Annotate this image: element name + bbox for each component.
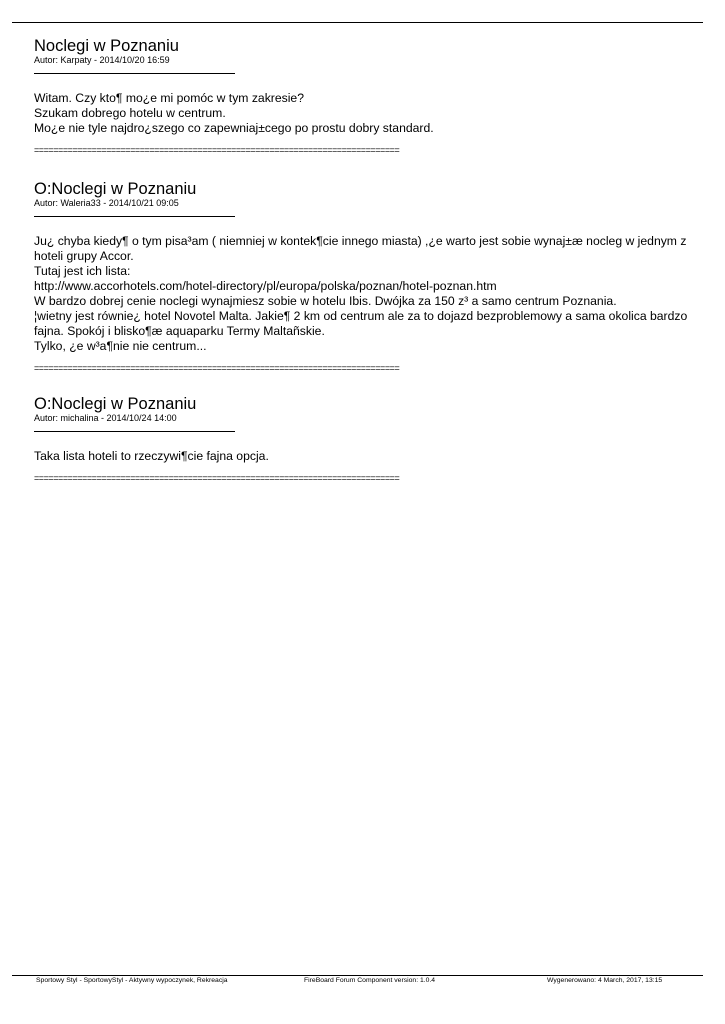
post-title: Noclegi w Poznaniu	[34, 37, 179, 55]
post-body-link[interactable]: http://www.accorhotels.com/hotel-directory/pl/europa/polska/poznan/hotel-poznan.htm	[34, 279, 497, 293]
forum-post	[34, 395, 694, 483]
post-body-line: Szukam dobrego hotelu w centrum.	[34, 106, 226, 120]
post-author-meta: Autor: Waleria33 - 2014/10/21 09:05	[34, 198, 179, 208]
post-body-line: ¦wietny jest równie¿ hotel Novotel Malta. Jakie¶ 2 km od centrum ale za to dojazd bezproblemowy a sama okolica bardzo fajna. Spokój i blisko¶æ aquaparku Termy Maltañskie.	[34, 309, 688, 338]
post-title-underline	[34, 73, 235, 74]
post-separator: ============================================================================	[34, 145, 400, 155]
post-author-meta: Autor: Karpaty - 2014/10/20 16:59	[34, 55, 170, 65]
footer-rule	[12, 975, 703, 976]
post-body-line: Tylko, ¿e w³a¶nie nie centrum...	[34, 339, 207, 353]
post-title-underline	[34, 216, 235, 217]
post-body-line: Mo¿e nie tyle najdro¿szego co zapewniaj±cego po prostu dobry standard.	[34, 121, 434, 135]
footer-site-name: Sportowy Styl - SportowyStyl - Aktywny wypoczynek, Rekreacja	[36, 977, 228, 984]
footer-generated-date: Wygenerowano: 4 March, 2017, 13:15	[547, 977, 663, 984]
post-separator: ============================================================================	[34, 363, 400, 373]
forum-post	[34, 37, 694, 155]
post-body-line: Witam. Czy kto¶ mo¿e mi pomóc w tym zakresie?	[34, 91, 304, 105]
post-body-line: Ju¿ chyba kiedy¶ o tym pisa³am ( niemniej w kontek¶cie innego miasta) ,¿e warto jest sobie wynaj±æ nocleg w jednym z hoteli grupy Accor.	[34, 234, 687, 263]
post-title-underline	[34, 431, 235, 432]
post-body-line: W bardzo dobrej cenie noclegi wynajmiesz sobie w hotelu Ibis. Dwójka za 150 z³ a samo centrum Poznania.	[34, 294, 617, 308]
post-body-line: Tutaj jest ich lista:	[34, 264, 131, 278]
forum-post	[34, 180, 694, 373]
post-author-meta: Autor: michalina - 2014/10/24 14:00	[34, 413, 177, 423]
post-body	[34, 234, 694, 354]
post-title: O:Noclegi w Poznaniu	[34, 395, 197, 413]
post-body	[34, 449, 694, 464]
post-separator: ============================================================================	[34, 473, 400, 483]
post-body-line: Taka lista hoteli to rzeczywi¶cie fajna opcja.	[34, 449, 269, 463]
footer-component-version: FireBoard Forum Component version: 1.0.4	[304, 977, 436, 984]
post-title: O:Noclegi w Poznaniu	[34, 180, 197, 198]
top-rule	[12, 22, 703, 23]
post-body	[34, 91, 694, 136]
